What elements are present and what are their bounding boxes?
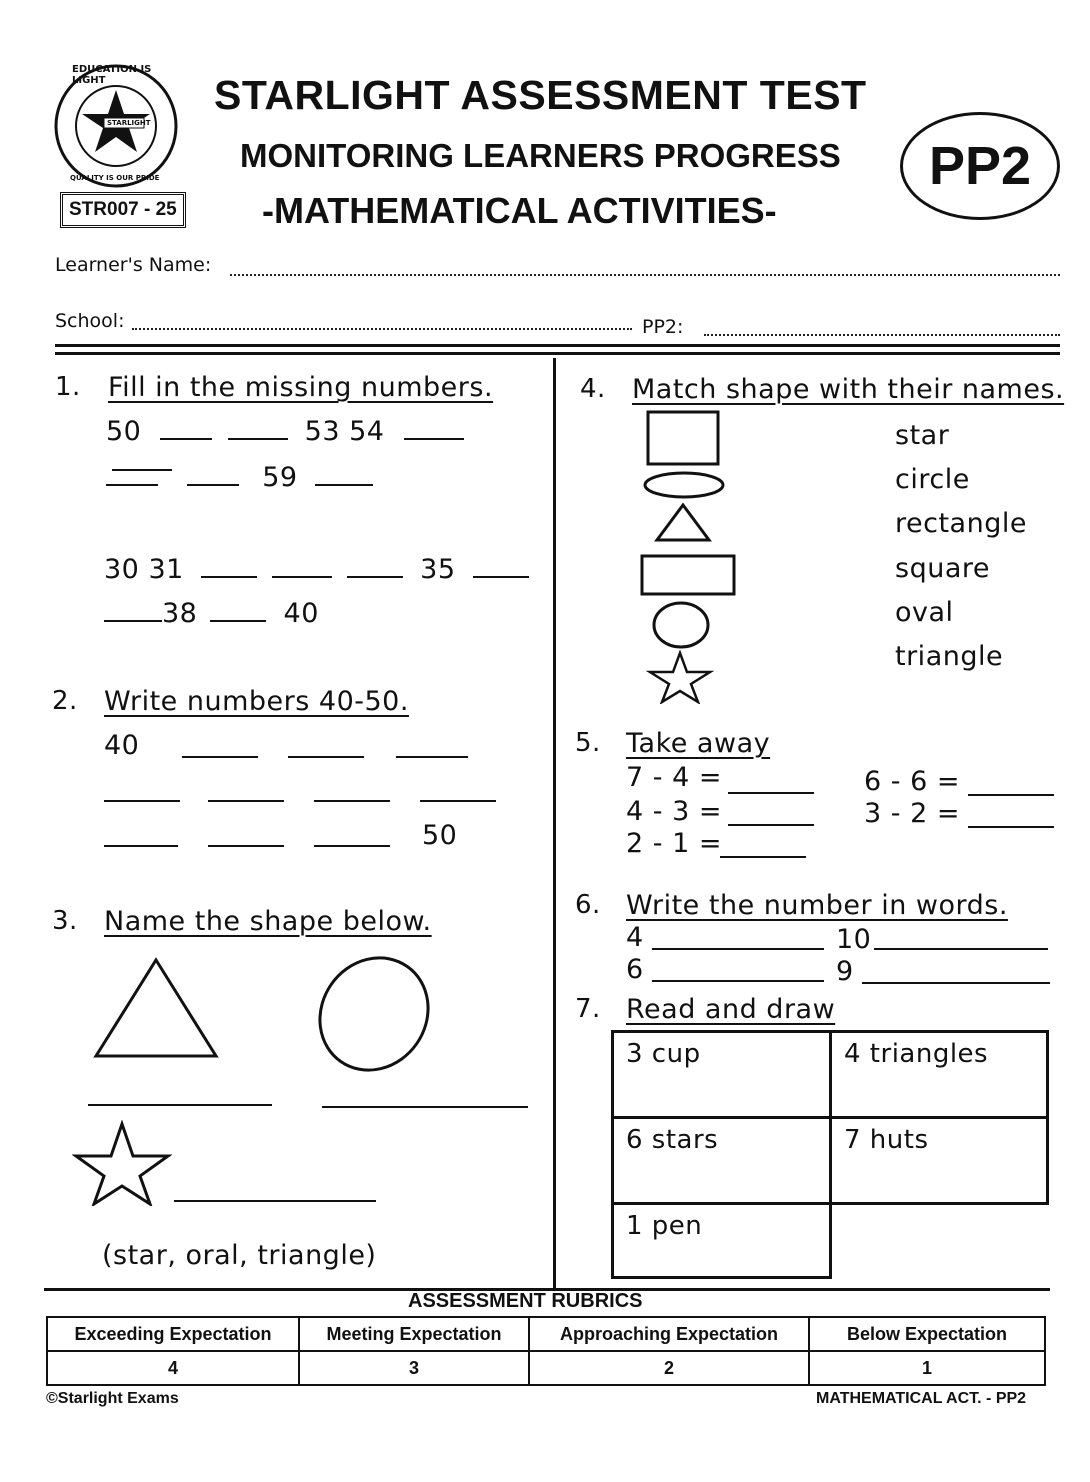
rubric-header: Exceeding Expectation: [47, 1317, 299, 1351]
q3-answer-blank[interactable]: [174, 1200, 376, 1202]
q4-name-square: square: [895, 553, 990, 584]
q3-answer-blank[interactable]: [322, 1106, 528, 1108]
q1-blank[interactable]: [187, 484, 239, 486]
q2-blank[interactable]: [104, 845, 178, 847]
q5-answer-blank[interactable]: [968, 794, 1054, 796]
q5-answer-blank[interactable]: [728, 792, 814, 794]
q2-blank[interactable]: [314, 800, 390, 802]
page-title: STARLIGHT ASSESSMENT TEST: [214, 72, 867, 118]
q4-rectangle-shape: [640, 554, 736, 596]
q1-title: Fill in the missing numbers.: [108, 372, 494, 403]
q2-title: Write numbers 40-50.: [104, 686, 409, 717]
q5-problem: 6 - 6 =: [864, 766, 960, 797]
q1-blank[interactable]: [315, 484, 373, 486]
rubric-score: 1: [809, 1351, 1045, 1385]
q7-title: Read and draw: [626, 994, 836, 1025]
q6-number-item: 4: [626, 922, 644, 953]
q2-blank[interactable]: [104, 800, 180, 802]
footer-paper-label: MATHEMATICAL ACT. - PP2: [816, 1390, 1027, 1407]
header-divider-2: [55, 352, 1060, 355]
q3-title: Name the shape below.: [104, 906, 432, 937]
q1-number: 1.: [55, 372, 81, 402]
q3-hint: (star, oral, triangle): [102, 1240, 377, 1271]
q6-number-item: 10: [836, 924, 872, 955]
q1-blank[interactable]: [404, 438, 464, 440]
q1-row1-start: 50: [106, 416, 142, 447]
footer-copyright: ©Starlight Exams: [46, 1390, 179, 1407]
q2-blank[interactable]: [182, 756, 258, 758]
q7-cell[interactable]: 1 pen: [613, 1204, 831, 1278]
rubric-header: Below Expectation: [809, 1317, 1045, 1351]
q5-problem: 7 - 4 =: [626, 762, 722, 793]
q1-blank[interactable]: [347, 576, 403, 578]
q4-name-rectangle: rectangle: [895, 508, 1027, 539]
q2-blank[interactable]: [314, 845, 390, 847]
q1-blank[interactable]: [228, 438, 288, 440]
q1-blank[interactable]: [272, 576, 332, 578]
class-label: PP2:: [642, 316, 684, 338]
q1-blank[interactable]: [106, 484, 158, 486]
rubric-header: Approaching Expectation: [529, 1317, 809, 1351]
logo-bottom-text: QUALITY IS OUR PRIDE: [70, 174, 160, 182]
q5-answer-blank[interactable]: [720, 856, 806, 858]
rubric-score: 2: [529, 1351, 809, 1385]
rubric-score: 3: [299, 1351, 529, 1385]
school-field[interactable]: [132, 326, 632, 330]
q2-number: 2.: [52, 686, 78, 716]
q4-square-shape: [646, 410, 720, 466]
page-subtitle: MONITORING LEARNERS PROGRESS: [240, 137, 841, 174]
q3-triangle-shape: [92, 956, 220, 1060]
q4-circle-shape: [650, 600, 712, 650]
q2-start-number: 40: [104, 730, 140, 761]
rubric-score: 4: [47, 1351, 299, 1385]
q7-cell[interactable]: 6 stars: [613, 1118, 831, 1204]
q6-number-item: 6: [626, 954, 644, 985]
q5-number: 5.: [575, 728, 601, 758]
q6-number: 6.: [575, 890, 601, 920]
q7-cell[interactable]: 4 triangles: [831, 1032, 1048, 1118]
q6-answer-blank[interactable]: [874, 948, 1048, 950]
q5-problem: 4 - 3 =: [626, 796, 722, 827]
q3-oval-shape: [312, 956, 436, 1072]
q2-blank[interactable]: [208, 845, 284, 847]
q4-star-shape: [646, 650, 714, 704]
q7-empty-cell: [831, 1204, 1048, 1278]
q7-cell[interactable]: 3 cup: [613, 1032, 831, 1118]
q3-star-shape: [72, 1120, 172, 1206]
q1-blank[interactable]: [201, 576, 257, 578]
q4-name-circle: circle: [895, 464, 970, 495]
q1-blank[interactable]: [210, 620, 266, 622]
learner-name-field[interactable]: [230, 272, 1060, 276]
q1-row4: [104, 598, 319, 629]
q6-answer-blank[interactable]: [652, 948, 824, 950]
q5-problem: 2 - 1 =: [626, 828, 722, 859]
q6-number-item: 9: [836, 956, 854, 987]
q4-name-star: star: [895, 420, 950, 451]
q1-blank[interactable]: [104, 620, 162, 622]
subject-title: -MATHEMATICAL ACTIVITIES-: [262, 190, 777, 231]
learner-name-label: Learner's Name:: [55, 254, 212, 276]
q4-title: Match shape with their names.: [632, 374, 1065, 405]
q4-name-oval: oval: [895, 597, 954, 628]
q7-cell[interactable]: 7 huts: [831, 1118, 1048, 1204]
q5-title: Take away: [626, 728, 771, 759]
q1-row2: [106, 462, 373, 493]
q6-answer-blank[interactable]: [862, 982, 1050, 984]
q1-row3: [104, 554, 529, 585]
school-logo: [52, 62, 180, 190]
q2-blank[interactable]: [420, 800, 496, 802]
q1-row1-mid: 53 54: [304, 416, 385, 447]
q5-answer-blank[interactable]: [968, 826, 1054, 828]
q2-blank[interactable]: [288, 756, 364, 758]
q1-blank[interactable]: [473, 576, 529, 578]
q5-problem: 3 - 2 =: [864, 798, 960, 829]
logo-center-text: STARLIGHT: [107, 119, 151, 127]
q7-number: 7.: [575, 994, 601, 1024]
q5-answer-blank[interactable]: [728, 824, 814, 826]
q7-draw-table: [611, 1030, 1049, 1279]
column-divider: [553, 358, 556, 1288]
logo-top-text: EDUCATION IS LIGHT: [72, 64, 152, 86]
paper-code: STR007 - 25: [60, 192, 186, 228]
q6-title: Write the number in words.: [626, 890, 1008, 921]
q4-oval-shape: [642, 470, 726, 500]
q4-name-triangle: triangle: [895, 641, 1004, 672]
school-label: School:: [55, 310, 125, 332]
q2-end-number: 50: [422, 820, 458, 851]
rubric-header: Meeting Expectation: [299, 1317, 529, 1351]
q1-row4-start: 38: [162, 598, 198, 629]
q4-number: 4.: [580, 374, 606, 404]
q3-answer-blank[interactable]: [88, 1104, 272, 1106]
q1-row3-start: 30 31: [104, 554, 184, 585]
rubric-title: ASSESSMENT RUBRICS: [408, 1290, 643, 1312]
q2-blank[interactable]: [208, 800, 284, 802]
q1-blank[interactable]: [160, 438, 212, 440]
class-field[interactable]: [704, 332, 1060, 336]
rubric-table: [46, 1316, 1046, 1386]
q6-answer-blank[interactable]: [652, 980, 824, 982]
header-divider-1: [55, 344, 1060, 347]
q2-blank[interactable]: [396, 756, 468, 758]
q4-triangle-shape: [654, 502, 712, 542]
q1-row2-value: 59: [262, 462, 298, 493]
q1-row3-mid: 35: [420, 554, 456, 585]
q3-number: 3.: [52, 906, 78, 936]
level-badge: PP2: [900, 112, 1060, 220]
q1-row4-end: 40: [283, 598, 319, 629]
